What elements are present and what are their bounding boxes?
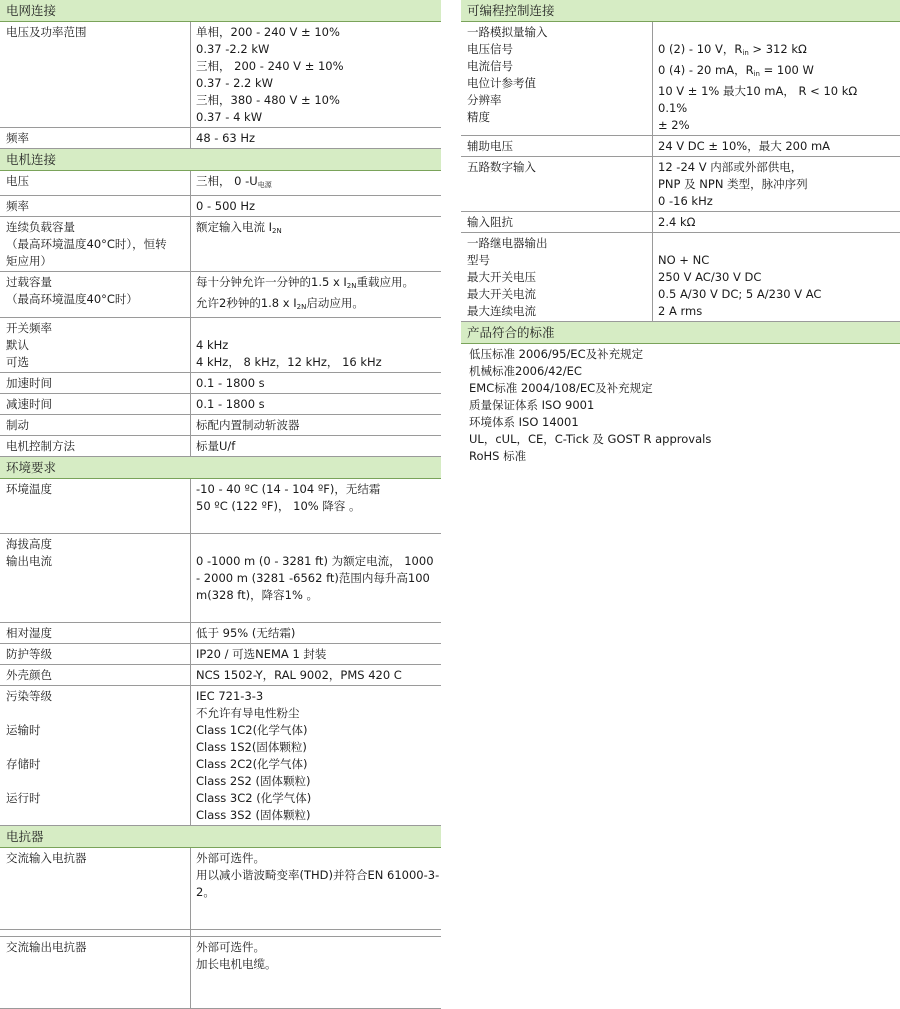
row-value (652, 212, 900, 232)
table-row (0, 534, 441, 623)
row-label (0, 534, 190, 622)
row-value (652, 233, 900, 321)
row-value (190, 644, 441, 664)
cell-line: 一路继电器输出 (467, 236, 548, 250)
table-row (0, 479, 441, 534)
row-label (0, 623, 190, 643)
cell-line: 环境体系 ISO 14001 (469, 415, 579, 429)
cell-line: 电位计参考值 (467, 76, 536, 90)
cell-line: 运输时 (6, 723, 41, 737)
standards-list (461, 344, 900, 465)
table-row (0, 644, 441, 665)
row-label (0, 479, 190, 533)
row-value (190, 534, 441, 622)
cell-line: 0.37 -2.2 kW (196, 42, 270, 56)
motor-table (0, 171, 441, 457)
row-label (461, 212, 652, 232)
cell-line: 0.37 - 4 kW (196, 110, 263, 124)
cell-line: 最大连续电流 (467, 304, 536, 318)
row-label (461, 157, 652, 211)
cell-line: 交流输出电抗器 (6, 940, 87, 954)
row-label (0, 937, 190, 1008)
left-column (0, 0, 441, 1009)
cell-line: 过载容量 (6, 275, 52, 289)
row-label (0, 217, 190, 271)
grid-table (0, 22, 441, 149)
cell-line: 2 A rms (658, 304, 703, 318)
cell-line: 存储时 (6, 757, 41, 771)
table-row (0, 686, 441, 826)
table-row (0, 128, 441, 149)
cell-line: 外部可选件。 (196, 940, 265, 954)
cell-line: Class 2S2 (固体颗粒) (196, 774, 311, 788)
control-table (461, 22, 900, 322)
cell-line: 最大开关电流 (467, 287, 536, 301)
table-row (0, 318, 441, 373)
row-label (0, 22, 190, 127)
row-label (0, 644, 190, 664)
cell-line: 0.37 - 2.2 kW (196, 76, 274, 90)
row-label (461, 136, 652, 156)
cell-line: Class 3S2 (固体颗粒) (196, 808, 311, 822)
cell-line: 低于 95% (无结霜) (196, 626, 296, 640)
table-row (0, 373, 441, 394)
table-row (461, 212, 900, 233)
row-value (190, 318, 441, 372)
section-header-grid: 电网连接 (0, 0, 441, 22)
table-row (0, 665, 441, 686)
table-row (0, 171, 441, 196)
row-value (190, 623, 441, 643)
row-value: 每十分钟允许一分钟的1.5 x $I_{2N}$重载应用。 允许2秒钟的1.8 x $I_{2N}$启动应用。 (190, 272, 441, 317)
cell-line (6, 773, 190, 790)
cell-line: 一路模拟量输入 (467, 25, 548, 39)
cell-line: 型号 (467, 253, 490, 267)
cell-line: 外部可选件。 (196, 851, 265, 865)
cell-line (196, 320, 441, 337)
cell-line: 2.4 kΩ (658, 215, 696, 229)
row-value (652, 136, 900, 156)
cell-line: 五路数字输入 (467, 160, 536, 174)
row-label (0, 686, 190, 825)
cell-line: 0.5 A/30 V DC; 5 A/230 V AC (658, 287, 822, 301)
cell-line: 连续负载容量 (6, 220, 75, 234)
section-header-reactor: 电抗器 (0, 826, 441, 848)
cell-line: 用以减小谐波畸变率(THD)并符合EN 61000-3-2。 (196, 868, 440, 899)
row-label (0, 415, 190, 435)
row-label: 电压 (6, 174, 29, 188)
cell-line: 250 V AC/30 V DC (658, 270, 762, 284)
cell-line: 三相， 200 - 240 V ± 10% (196, 59, 344, 73)
cell-line: 0.1 - 1800 s (196, 376, 265, 390)
cell-line: Class 1S2(固体颗粒) (196, 740, 307, 754)
cell-line: 加长电机电缆。 (196, 957, 277, 971)
cell-line: （最高环境温度40°C时），恒转 (6, 237, 167, 251)
row-label (461, 233, 652, 321)
cell-line: 减速时间 (6, 397, 52, 411)
cell-line: IEC 721-3-3 (196, 689, 264, 703)
cell-line (6, 705, 190, 722)
table-row (0, 394, 441, 415)
cell-line: -10 - 40 ºC (14 - 104 ºF)，无结霜 (196, 482, 381, 496)
cell-line: 4 kHz， 8 kHz，12 kHz， 16 kHz (196, 355, 382, 369)
cell-line: EMC标准 2004/108/EC及补充规定 (469, 381, 653, 395)
cell-line: 0 -1000 m (0 - 3281 ft) 为额定电流， 1000 - 2000 m (3281 -6562 ft)范围内每升高100 m(328 ft)，降容1% 。 (196, 554, 434, 602)
cell-line (6, 739, 190, 756)
row-value (190, 128, 441, 148)
row-value (190, 415, 441, 435)
row-value: 0 (2) - 10 V，$R_{in} > 312$ kΩ 0 (4) - 20 mA，$R_{in} = 100$ W 10 V ± 1% 最大10 mA， R < 10 kΩ 0.1% ± 2% (652, 22, 900, 135)
row-label (0, 272, 190, 317)
cell-line: 质量保证体系 ISO 9001 (469, 398, 595, 412)
row-value: 三相， 0 $-U_{电源}$ (190, 171, 441, 195)
cell-line (196, 536, 441, 553)
cell-line: 机械标准2006/42/EC (469, 364, 582, 378)
cell-line: 三相，380 - 480 V ± 10% (196, 93, 340, 107)
cell-line: 标量U/f (196, 439, 236, 453)
cell-line: 防护等级 (6, 647, 52, 661)
cell-line: 污染等级 (6, 689, 52, 703)
cell-line: 50 ºC (122 ºF)， 10% 降容 。 (196, 499, 361, 513)
section-header-standards: 产品符合的标准 (461, 322, 900, 344)
row-label (0, 128, 190, 148)
environment-table (0, 479, 441, 826)
table-row (0, 22, 441, 128)
cell-line: 48 - 63 Hz (196, 131, 256, 145)
cell-line: 可选 (6, 355, 29, 369)
row-value (190, 665, 441, 685)
cell-line: 输出电流 (6, 554, 52, 568)
cell-line: 外壳颜色 (6, 668, 52, 682)
cell-line: NCS 1502-Y，RAL 9002，PMS 420 C (196, 668, 402, 682)
cell-line: 交流输入电抗器 (6, 851, 87, 865)
cell-line: （最高环境温度40°C时） (6, 292, 138, 306)
section-header-environment: 环境要求 (0, 457, 441, 479)
row-value (190, 686, 441, 825)
right-column (461, 0, 900, 465)
cell-line: 标配内置制动斩波器 (196, 418, 300, 432)
table-row (0, 436, 441, 457)
cell-line: 24 V DC ± 10%，最大 200 mA (658, 139, 831, 153)
cell-line: 相对湿度 (6, 626, 52, 640)
cell-line: 12 -24 V 内部或外部供电， (658, 160, 803, 174)
cell-line: NO + NC (658, 253, 710, 267)
table-row (0, 272, 441, 318)
cell-line: 电压信号 (467, 42, 513, 56)
row-label (0, 848, 190, 936)
cell-line: PNP 及 NPN 类型，脉冲序列 (658, 177, 808, 191)
row-value (652, 157, 900, 211)
row-value (190, 196, 441, 216)
cell-line: 分辨率 (467, 93, 502, 107)
cell-line: 开关频率 (6, 321, 52, 335)
cell-line: 单相，200 - 240 V ± 10% (196, 25, 340, 39)
table-row (0, 848, 441, 937)
row-value: 额定输入电流 $I_{2N}$ (190, 217, 441, 271)
row-value (190, 394, 441, 414)
bottom-divider (0, 929, 441, 930)
cell-line: 辅助电压 (467, 139, 513, 153)
row-label (0, 436, 190, 456)
row-label (0, 196, 190, 216)
cell-line: UL，cUL，CE，C-Tick 及 GOST R approvals (469, 432, 712, 446)
row-value (190, 937, 441, 1008)
cell-line: 0.1 - 1800 s (196, 397, 265, 411)
table-row (0, 217, 441, 272)
cell-line: 制动 (6, 418, 29, 432)
section-header-control: 可编程控制连接 (461, 0, 900, 22)
cell-line: 输入阻抗 (467, 215, 513, 229)
cell-line: 0 -16 kHz (658, 194, 713, 208)
cell-line: Class 3C2 (化学气体) (196, 791, 312, 805)
row-value (190, 848, 441, 936)
cell-line: 0 - 500 Hz (196, 199, 256, 213)
cell-line: 不允许有导电性粉尘 (196, 706, 300, 720)
row-label (0, 394, 190, 414)
row-label (0, 318, 190, 372)
table-row (0, 623, 441, 644)
row-label (461, 22, 652, 135)
cell-line: Class 1C2(化学气体) (196, 723, 308, 737)
cell-line: 运行时 (6, 791, 41, 805)
cell-line: 电机控制方法 (6, 439, 75, 453)
cell-line: 矩应用） (6, 254, 52, 268)
cell-line: 加速时间 (6, 376, 52, 390)
section-header-motor: 电机连接 (0, 149, 441, 171)
cell-line: 海拔高度 (6, 537, 52, 551)
table-row (0, 196, 441, 217)
cell-line (658, 235, 900, 252)
row-label (0, 665, 190, 685)
cell-line: Class 2C2(化学气体) (196, 757, 308, 771)
cell-line: 默认 (6, 338, 29, 352)
cell-line: 电压及功率范围 (6, 25, 87, 39)
cell-line: RoHS 标准 (469, 449, 527, 463)
cell-line: IP20 / 可选NEMA 1 封装 (196, 647, 327, 661)
cell-line: 低压标准 2006/95/EC及补充规定 (469, 347, 644, 361)
cell-line: 环境温度 (6, 482, 52, 496)
row-value (190, 436, 441, 456)
table-row (0, 415, 441, 436)
row-value (190, 479, 441, 533)
row-value (190, 22, 441, 127)
cell-line: 电流信号 (467, 59, 513, 73)
cell-line: 4 kHz (196, 338, 229, 352)
row-label (0, 373, 190, 393)
table-row (461, 233, 900, 322)
row-value (190, 373, 441, 393)
table-row (461, 22, 900, 136)
cell-line: 精度 (467, 110, 490, 124)
cell-line: 最大开关电压 (467, 270, 536, 284)
table-row (0, 937, 441, 1009)
table-row (461, 157, 900, 212)
cell-line (6, 807, 190, 824)
table-row (461, 136, 900, 157)
cell-line: 频率 (6, 199, 29, 213)
cell-line: 频率 (6, 131, 29, 145)
